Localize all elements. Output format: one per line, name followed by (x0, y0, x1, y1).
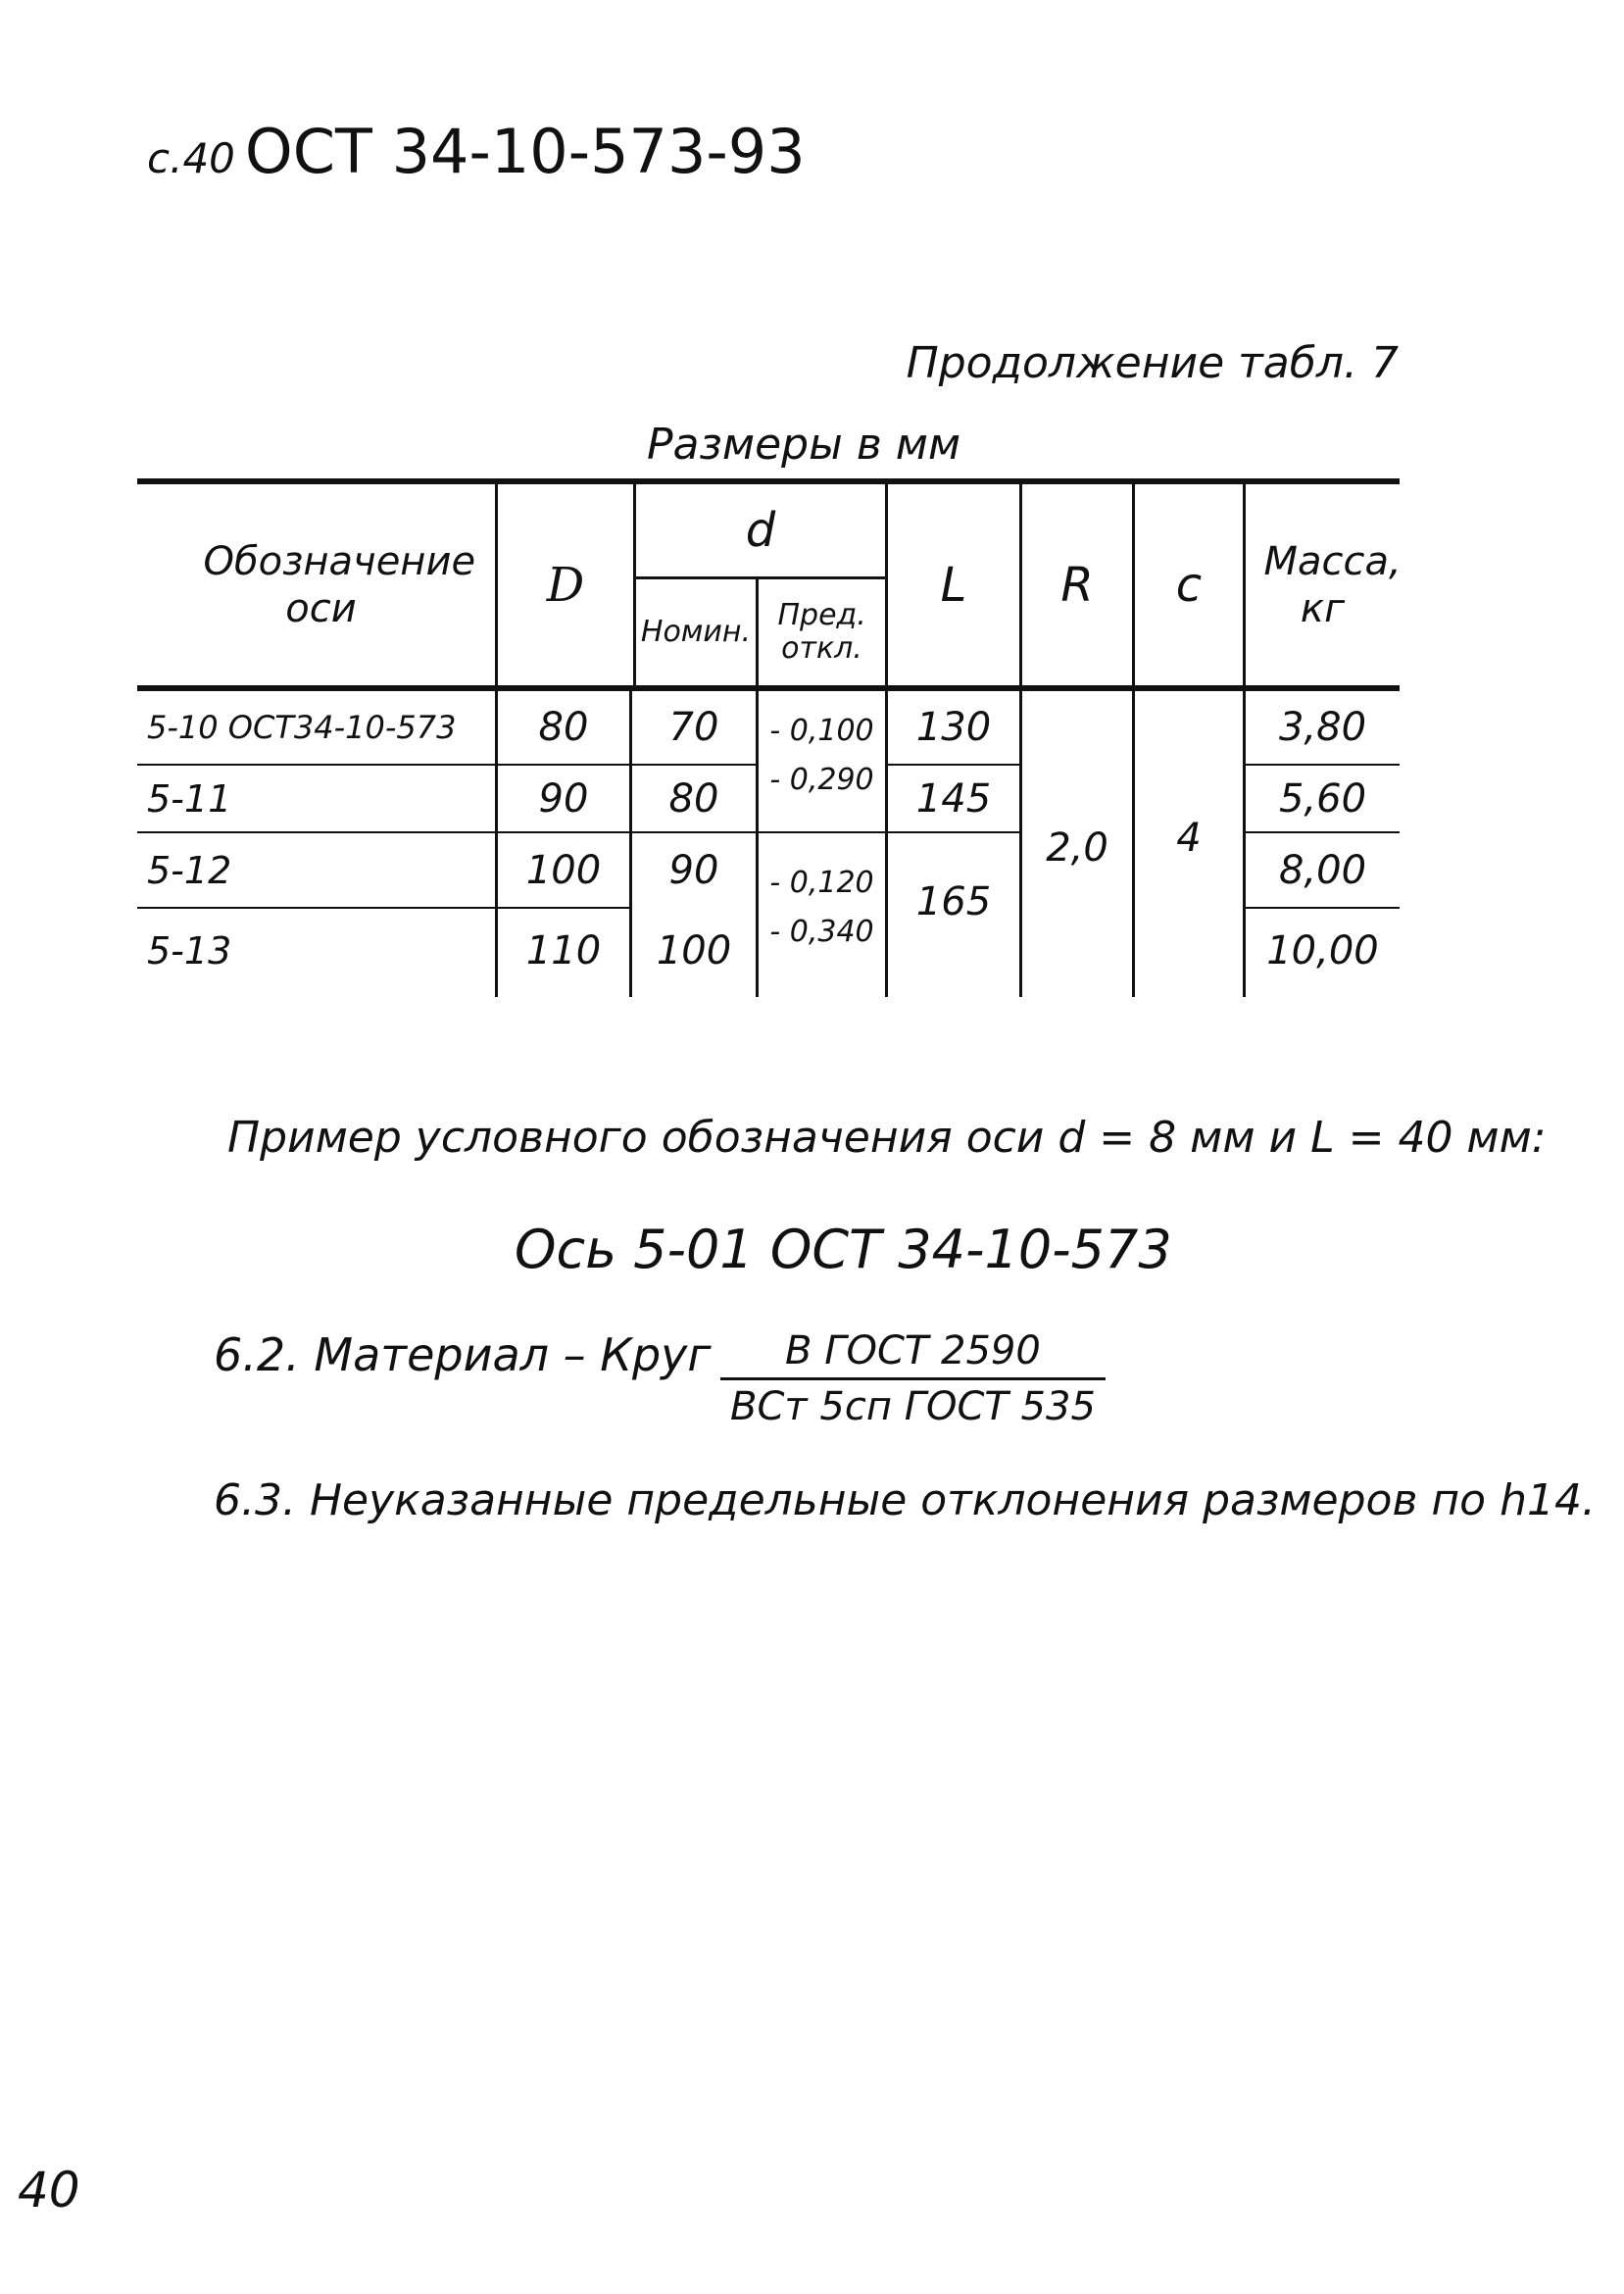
row-designation: 5-12 (147, 848, 232, 892)
material-fraction (720, 1328, 1106, 1429)
tolerance-upper: - 0,100 (769, 713, 874, 748)
header-R: R (1060, 557, 1094, 613)
row-designation: 5-11 (147, 776, 232, 821)
row-L: 165 (915, 879, 992, 924)
header-mass: Масса, кг (1263, 538, 1402, 631)
row-L: 145 (915, 775, 992, 822)
header-d-tolerance: Пред. откл. (777, 598, 866, 666)
table-continuation-label: Продолжение табл. 7 (906, 338, 1399, 388)
note-6-3: 6.3. Неуказанные предельные отклонения размеров по h14. (214, 1475, 1596, 1525)
merged-R-value: 2,0 (1046, 825, 1108, 871)
row-D: 80 (538, 705, 589, 750)
designation-example: Ось 5-01 ОСТ 34-10-573 (515, 1219, 1172, 1280)
row-designation: 5-10 ОСТ34-10-573 (147, 709, 457, 746)
material-denominator: ВСт 5сп ГОСТ 535 (720, 1377, 1106, 1429)
page-number: 40 (18, 2162, 80, 2219)
header-D: D (546, 557, 585, 613)
page-prefix: с.40 (147, 134, 235, 182)
row-d-nominal: 100 (656, 927, 732, 973)
row-rule (756, 831, 885, 833)
header-designation: Обозначение оси (203, 538, 476, 631)
row-D: 100 (525, 847, 602, 893)
row-L: 130 (915, 705, 992, 750)
row-mass: 3,80 (1278, 705, 1367, 750)
row-mass: 5,60 (1278, 775, 1367, 822)
row-D: 90 (538, 775, 589, 822)
row-d-nominal: 90 (668, 847, 719, 893)
row-designation: 5-13 (147, 928, 232, 972)
dimensions-table (0, 0, 1624, 1078)
header-c: c (1175, 557, 1203, 613)
header-L: L (940, 557, 967, 613)
header-d: d (745, 503, 776, 558)
merged-c-value: 4 (1176, 816, 1202, 861)
tolerance-lower: - 0,340 (769, 914, 874, 949)
header-d-nominal: Номин. (640, 615, 752, 649)
row-d-nominal: 70 (668, 705, 719, 750)
material-label: 6.2. Материал – Круг (214, 1328, 712, 1381)
row-mass: 8,00 (1278, 847, 1367, 893)
row-D: 110 (525, 927, 602, 973)
tolerance-lower: - 0,290 (769, 762, 874, 797)
row-mass: 10,00 (1266, 927, 1379, 973)
designation-example-text: Пример условного обозначения оси d = 8 мм и L = 40 мм: (227, 1113, 1547, 1163)
document-code: ОСТ 34-10-573-93 (244, 116, 806, 187)
material-numerator: В ГОСТ 2590 (785, 1328, 1041, 1373)
row-d-nominal: 80 (668, 775, 719, 822)
table-units-caption: Размеры в мм (647, 420, 961, 470)
tolerance-upper: - 0,120 (769, 865, 874, 900)
